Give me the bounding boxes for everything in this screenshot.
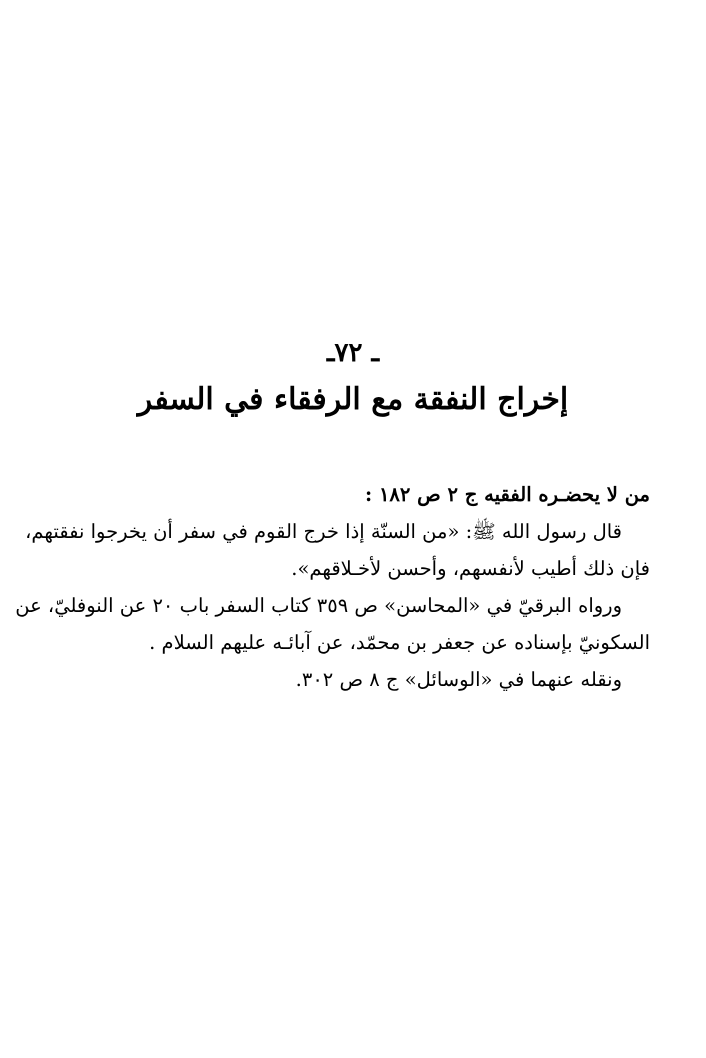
narration-line-1: ورواه البرقيّ في «المحاسن» ص ٣٥٩ كتاب السفر باب ٢٠ عن النوفليّ، عن [15,594,622,617]
narration-line-2: السكونيّ بإسناده عن جعفر بن محمّد، عن آبائـه عليهم السلام . [149,631,650,654]
citation-line: ونقله عنهما في «الوسائل» ج ٨ ص ٣٠٢. [295,668,622,691]
source-line: من لا يحضـره الفقيه ج ٢ ص ١٨٢ : [364,483,650,506]
hadith-line-1: قال رسول الله ﷺ: «من السنّة إذا خرج القوم في سفر أن يخرجوا نفقتهم، [25,520,622,543]
chapter-title: إخراج النفقة مع الرفقاء في السفر [137,382,569,417]
hadith-line-2: فإن ذلك أطيب لأنفسهم، وأحسن لأخـلاقهم». [291,557,650,580]
chapter-number: ـ ٧٢ـ [326,338,380,368]
body-text [15,476,650,698]
